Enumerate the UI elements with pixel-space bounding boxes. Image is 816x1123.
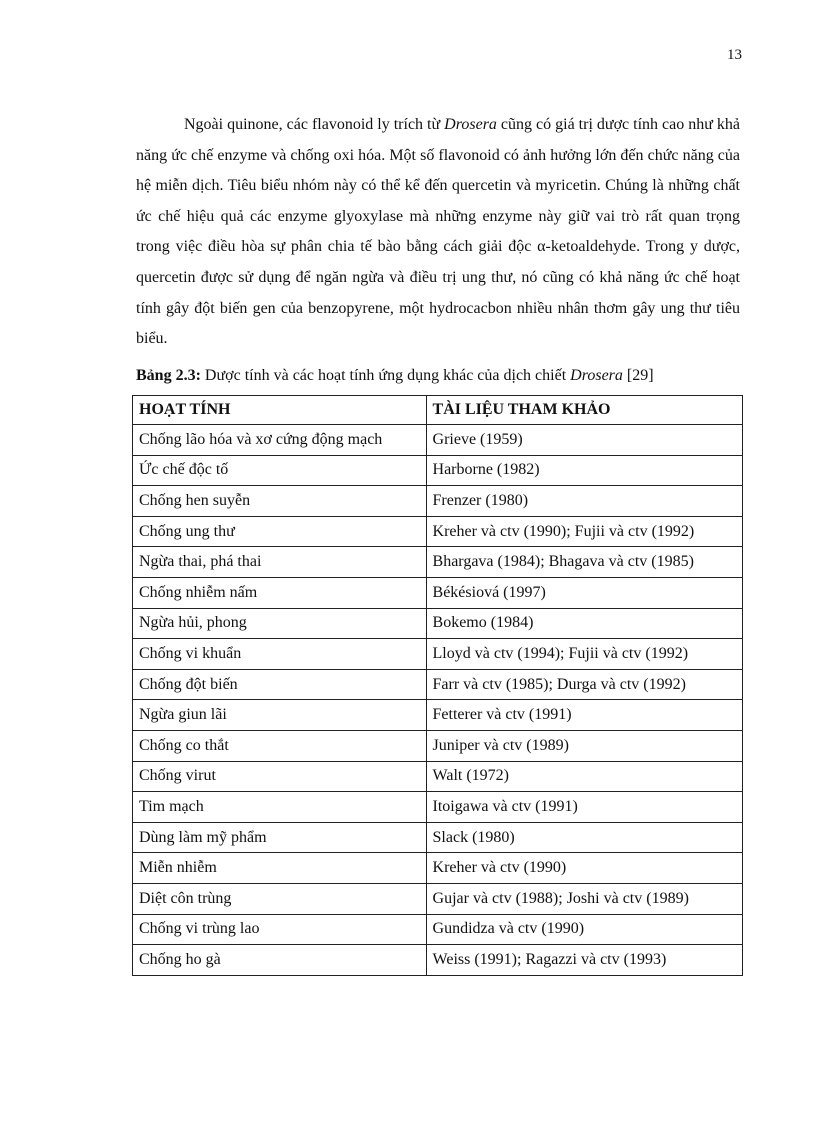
table-row (133, 914, 743, 945)
activity-cell: Chống nhiễm nấm (133, 577, 427, 608)
table-row (133, 792, 743, 823)
table-row (133, 577, 743, 608)
activity-cell: Ức chế độc tố (133, 455, 427, 486)
table-row (133, 945, 743, 976)
activity-cell: Diệt côn trùng (133, 883, 427, 914)
caption-italic-term: Drosera (570, 367, 623, 384)
activity-cell: Chống virut (133, 761, 427, 792)
header-reference: TÀI LIỆU THAM KHẢO (426, 396, 742, 425)
caption-label: Bảng 2.3: (136, 367, 201, 384)
activity-cell: Ngừa giun lãi (133, 700, 427, 731)
activity-cell: Chống hen suyễn (133, 486, 427, 517)
table-row (133, 516, 743, 547)
activity-cell: Tim mạch (133, 792, 427, 823)
reference-cell: Itoigawa và ctv (1991) (426, 792, 742, 823)
table-row (133, 547, 743, 578)
reference-cell: Kreher và ctv (1990) (426, 853, 742, 884)
table-row (133, 486, 743, 517)
table-row (133, 455, 743, 486)
table-row (133, 730, 743, 761)
table-row (133, 883, 743, 914)
reference-cell: Juniper và ctv (1989) (426, 730, 742, 761)
table-row (133, 700, 743, 731)
reference-cell: Walt (1972) (426, 761, 742, 792)
paragraph-italic-term: Drosera (444, 116, 497, 133)
reference-cell: Gujar và ctv (1988); Joshi và ctv (1989) (426, 883, 742, 914)
body-paragraph (136, 110, 740, 355)
caption-text: Dược tính và các hoạt tính ứng dụng khác của dịch chiết (200, 367, 571, 384)
activity-cell: Dùng làm mỹ phẩm (133, 822, 427, 853)
activity-cell: Ngừa hủi, phong (133, 608, 427, 639)
activity-cell: Chống ho gà (133, 945, 427, 976)
table-row (133, 669, 743, 700)
reference-cell: Weiss (1991); Ragazzi và ctv (1993) (426, 945, 742, 976)
activity-cell: Ngừa thai, phá thai (133, 547, 427, 578)
reference-cell: Gundidza và ctv (1990) (426, 914, 742, 945)
table-row (133, 853, 743, 884)
reference-cell: Grieve (1959) (426, 425, 742, 456)
table-body (133, 425, 743, 976)
activity-cell: Chống vi khuẩn (133, 639, 427, 670)
activity-cell: Chống đột biến (133, 669, 427, 700)
paragraph-text-rest: cũng có giá trị dược tính cao như khả năng ức chế enzyme và chống oxi hóa. Một số flavonoid có ảnh hưởng lớn đến chức năng của hệ miễn dịch. Tiêu biểu nhóm này có thể kể đến quercetin và myricetin. Chúng là những chất ức chế hiệu quả các enzyme glyoxylase mà những enzyme này giữ vai trò rất quan trọng trong việc điều hòa sự phân chia tế bào bằng cách giải độc α-ketoaldehyde. Trong y dược, quercetin được sử dụng để ngăn ngừa và điều trị ung thư, nó cũng có khả năng ức chế hoạt tính gây đột biến gen của benzopyrene, một hydrocacbon nhiều nhân thơm gây ung thư tiêu biểu. (136, 116, 741, 348)
reference-cell: Frenzer (1980) (426, 486, 742, 517)
paragraph-text-start: Ngoài quinone, các flavonoid ly trích từ (184, 116, 445, 133)
table-row (133, 425, 743, 456)
page-number: 13 (727, 47, 742, 63)
table-row (133, 761, 743, 792)
reference-cell: Bhargava (1984); Bhagava và ctv (1985) (426, 547, 742, 578)
activity-cell: Chống lão hóa và xơ cứng động mạch (133, 425, 427, 456)
reference-cell: Fetterer và ctv (1991) (426, 700, 742, 731)
table-row (133, 639, 743, 670)
reference-cell: Slack (1980) (426, 822, 742, 853)
reference-cell: Békésiová (1997) (426, 577, 742, 608)
reference-cell: Farr và ctv (1985); Durga và ctv (1992) (426, 669, 742, 700)
caption-citation: [29] (622, 367, 654, 384)
table-row (133, 822, 743, 853)
reference-cell: Harborne (1982) (426, 455, 742, 486)
reference-cell: Lloyd và ctv (1994); Fujii và ctv (1992) (426, 639, 742, 670)
activity-cell: Chống ung thư (133, 516, 427, 547)
reference-cell: Kreher và ctv (1990); Fujii và ctv (1992) (426, 516, 742, 547)
table-header-row (133, 396, 743, 425)
reference-cell: Bokemo (1984) (426, 608, 742, 639)
activity-cell: Chống co thắt (133, 730, 427, 761)
activity-cell: Miễn nhiễm (133, 853, 427, 884)
header-activity: HOẠT TÍNH (133, 396, 427, 425)
activity-table (132, 395, 743, 976)
table-row (133, 608, 743, 639)
activity-cell: Chống vi trùng lao (133, 914, 427, 945)
table-caption (136, 363, 756, 389)
